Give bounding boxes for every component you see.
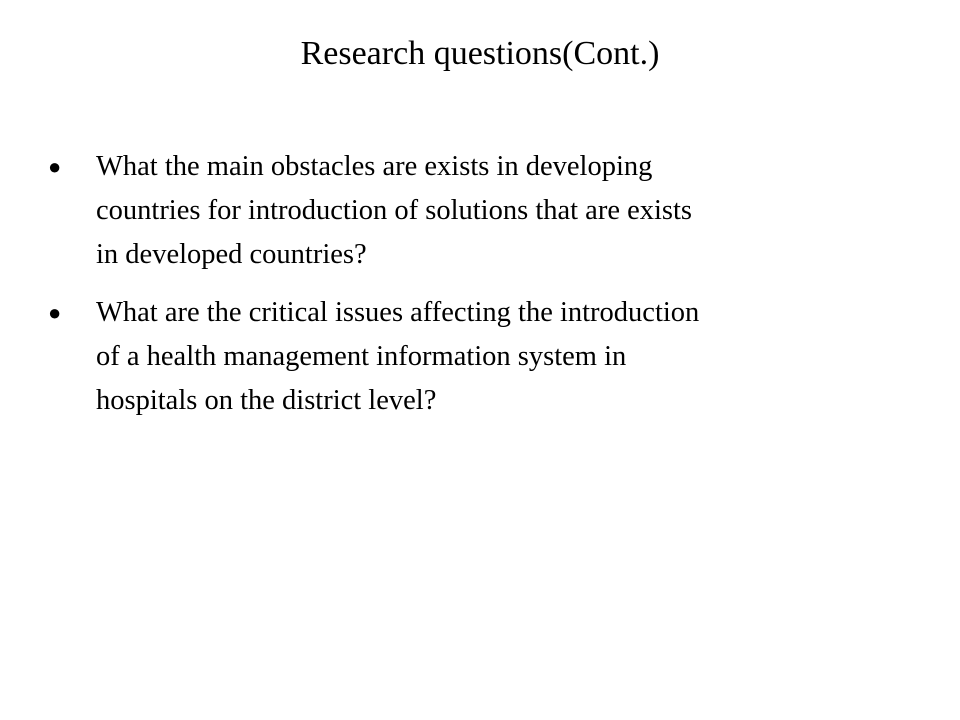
bullet-list (48, 145, 918, 437)
bullet-line: of a health management information system in (96, 341, 627, 372)
bullet-icon: ● (48, 154, 62, 179)
bullet-line: countries for introduction of solutions that are exists (96, 195, 693, 226)
bullet-icon: ● (48, 300, 62, 325)
bullet-item-1 (48, 145, 918, 277)
bullet-item-2 (48, 291, 918, 423)
bullet-line: hospitals on the district level? (96, 385, 437, 416)
bullet-line: What the main obstacles are exists in developing (96, 151, 653, 182)
bullet-line: in developed countries? (96, 239, 367, 270)
bullet-line: What are the critical issues affecting the introduction (96, 297, 700, 328)
slide-title: Research questions(Cont.) (300, 35, 660, 72)
